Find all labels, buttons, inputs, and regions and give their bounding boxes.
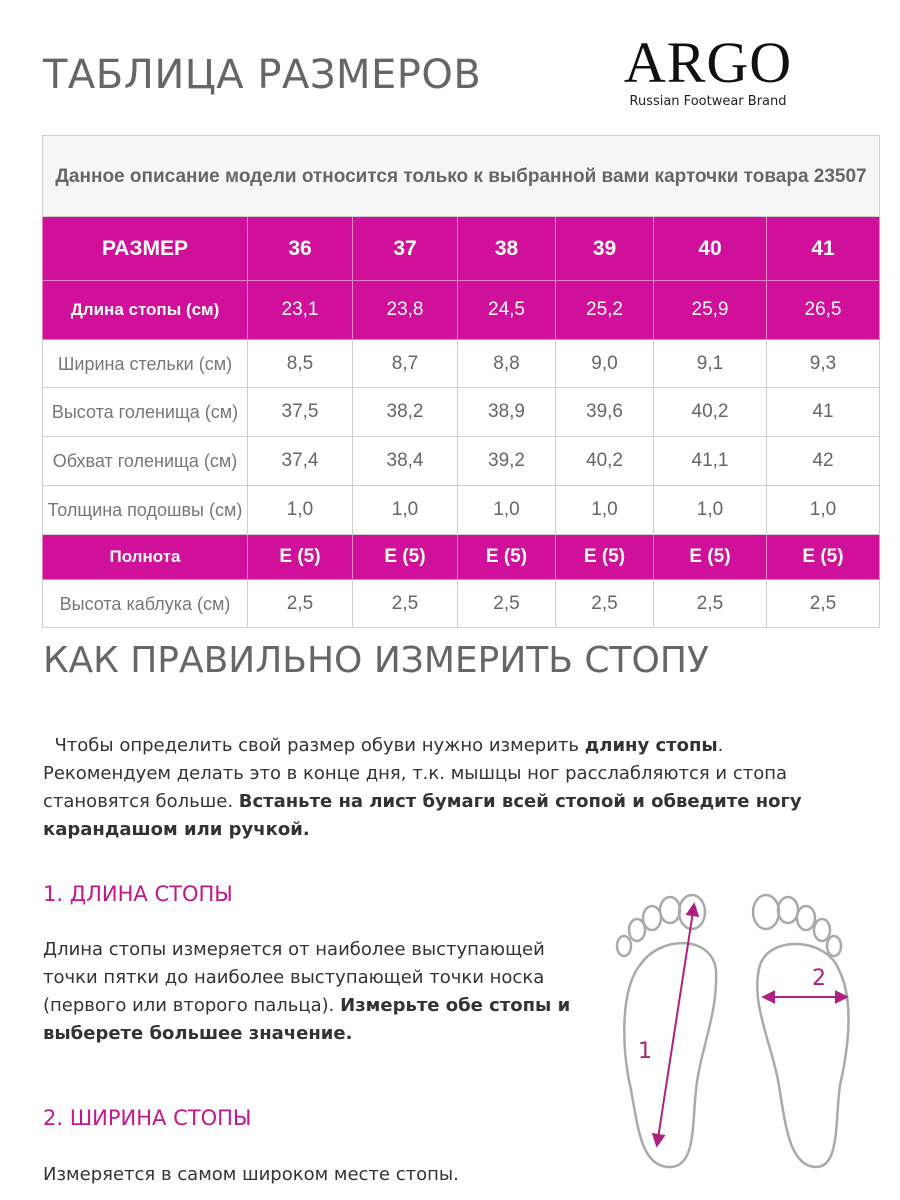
table-cell: 9,3	[767, 340, 880, 388]
table-cell: 37,5	[248, 388, 353, 437]
step1-bold: Измерьте обе стопы и выберете большее значение.	[43, 995, 571, 1044]
size-header: 39	[556, 217, 654, 281]
left-foot-icon	[617, 895, 716, 1167]
table-cell: 40,2	[654, 388, 767, 437]
table-cell: 1,0	[353, 486, 458, 535]
table-cell: 2,5	[654, 580, 767, 628]
intro-bold: длину стопы	[584, 735, 718, 756]
table-cell: E (5)	[353, 535, 458, 580]
width-label: 2	[812, 966, 826, 991]
table-cell: E (5)	[767, 535, 880, 580]
row-label: Ширина стельки (см)	[43, 340, 248, 388]
table-cell: 23,1	[248, 281, 353, 340]
table-row-sole-thickness	[43, 486, 880, 535]
table-note: Данное описание модели относится только к выбранной вами карточки товара 23507	[43, 136, 880, 217]
row-label: Длина стопы (см)	[43, 281, 248, 340]
intro-text: . Рекомендуем делать это в конце дня, т.к. мышцы ног расслабляются и стопа становятся больше.	[43, 735, 788, 812]
table-cell: E (5)	[654, 535, 767, 580]
section-title-howto: КАК ПРАВИЛЬНО ИЗМЕРИТЬ СТОПУ	[43, 640, 709, 681]
intro-text: Чтобы определить свой размер обуви нужно измерить	[54, 735, 585, 756]
table-cell: 24,5	[458, 281, 556, 340]
table-cell: 1,0	[458, 486, 556, 535]
table-cell: E (5)	[248, 535, 353, 580]
length-label: 1	[638, 1039, 652, 1064]
step2-paragraph	[43, 1161, 573, 1189]
size-header: 38	[458, 217, 556, 281]
table-cell: 39,2	[458, 437, 556, 486]
table-cell: 40,2	[556, 437, 654, 486]
table-cell: 38,9	[458, 388, 556, 437]
step2-text: Измеряется в самом широком месте стопы.	[43, 1164, 459, 1185]
intro-bold: Встаньте на лист бумаги всей стопой и обведите ногу карандашом или ручкой.	[43, 791, 802, 840]
size-table	[42, 135, 880, 628]
table-cell: 1,0	[654, 486, 767, 535]
step1-paragraph	[43, 936, 573, 1048]
table-cell: 8,5	[248, 340, 353, 388]
row-label: Высота голенища (см)	[43, 388, 248, 437]
table-cell: 1,0	[556, 486, 654, 535]
table-cell: 26,5	[767, 281, 880, 340]
size-header: 40	[654, 217, 767, 281]
page-title: ТАБЛИЦА РАЗМЕРОВ	[43, 52, 482, 98]
step1-title: 1. ДЛИНА СТОПЫ	[43, 882, 233, 906]
table-row-shaft-height	[43, 388, 880, 437]
table-row-insole-width	[43, 340, 880, 388]
table-row-heel-height	[43, 580, 880, 628]
size-header: 36	[248, 217, 353, 281]
table-cell: 1,0	[248, 486, 353, 535]
table-row-foot-length	[43, 281, 880, 340]
length-arrow	[657, 905, 694, 1145]
brand-name: ARGO	[623, 30, 793, 95]
table-cell: 2,5	[556, 580, 654, 628]
table-cell: 8,7	[353, 340, 458, 388]
table-cell: E (5)	[458, 535, 556, 580]
table-cell: 39,6	[556, 388, 654, 437]
table-cell: 38,4	[353, 437, 458, 486]
table-cell: 42	[767, 437, 880, 486]
table-row-fullness	[43, 535, 880, 580]
step1-text: Длина стопы измеряется от наиболее выступающей точки пятки до наиболее выступающей точки носка (первого или второго пальца).	[43, 939, 545, 1016]
table-header-row	[43, 217, 880, 281]
table-cell: 1,0	[767, 486, 880, 535]
table-cell: 2,5	[458, 580, 556, 628]
table-note-row	[43, 136, 880, 217]
table-cell: 9,0	[556, 340, 654, 388]
table-row-shaft-girth	[43, 437, 880, 486]
table-cell: 2,5	[767, 580, 880, 628]
table-cell: 2,5	[248, 580, 353, 628]
step2-title: 2. ШИРИНА СТОПЫ	[43, 1106, 252, 1130]
size-header: 37	[353, 217, 458, 281]
table-cell: E (5)	[556, 535, 654, 580]
table-cell: 38,2	[353, 388, 458, 437]
row-label: Высота каблука (см)	[43, 580, 248, 628]
intro-paragraph	[43, 732, 823, 844]
size-label: РАЗМЕР	[43, 217, 248, 281]
row-label: Полнота	[43, 535, 248, 580]
table-cell: 23,8	[353, 281, 458, 340]
table-cell: 8,8	[458, 340, 556, 388]
row-label: Обхват голенища (см)	[43, 437, 248, 486]
feet-measurement-illustration	[600, 880, 870, 1180]
table-cell: 41,1	[654, 437, 767, 486]
table-cell: 9,1	[654, 340, 767, 388]
right-foot-icon	[753, 895, 848, 1167]
brand-logo	[608, 30, 808, 109]
table-cell: 25,2	[556, 281, 654, 340]
table-cell: 37,4	[248, 437, 353, 486]
brand-tagline: Russian Footwear Brand	[629, 94, 787, 109]
table-cell: 25,9	[654, 281, 767, 340]
table-cell: 41	[767, 388, 880, 437]
table-cell: 2,5	[353, 580, 458, 628]
row-label: Толщина подошвы (см)	[43, 486, 248, 535]
size-header: 41	[767, 217, 880, 281]
